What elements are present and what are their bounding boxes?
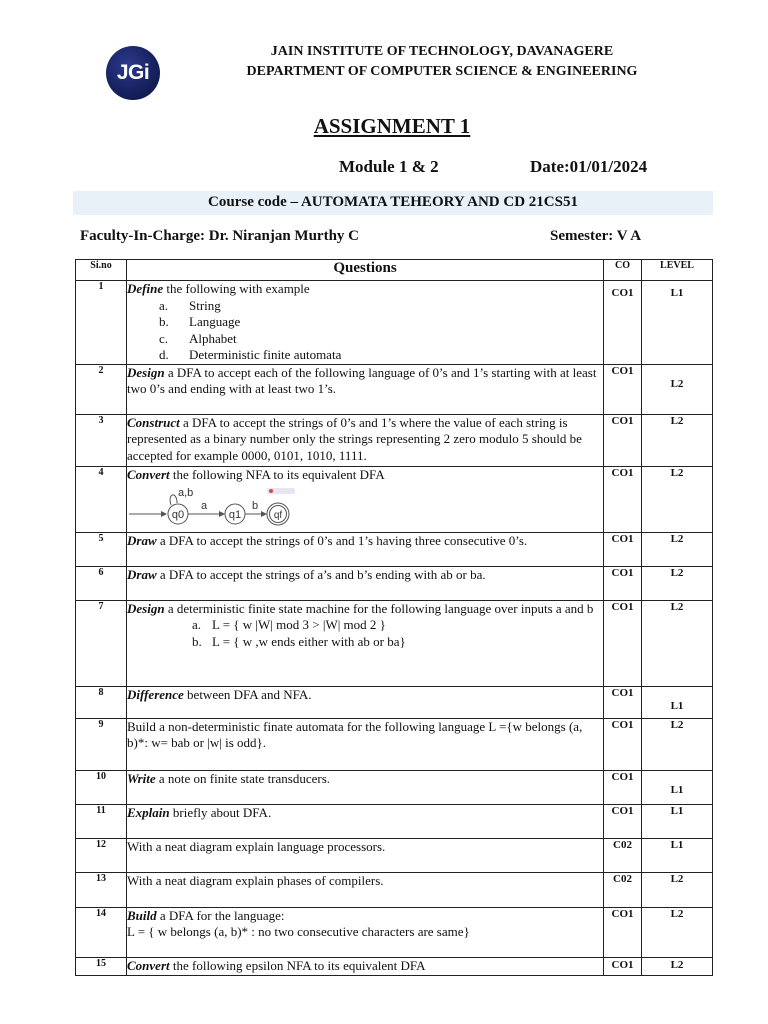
question-number: 15 xyxy=(76,957,127,975)
co-cell: CO1 xyxy=(604,907,642,957)
table-row xyxy=(76,466,713,532)
question-verb: Draw xyxy=(127,566,157,582)
question-body: the following epsilon NFA to its equivalent DFA xyxy=(169,957,426,973)
question-body: the following with example xyxy=(163,281,310,296)
question-text xyxy=(127,907,604,957)
question-text xyxy=(127,770,604,804)
loop-label: a,b xyxy=(178,487,194,499)
item-text: Alphabet xyxy=(189,330,237,346)
level-cell: L1 xyxy=(642,838,713,872)
question-text xyxy=(127,281,604,365)
co-cell: CO1 xyxy=(604,718,642,770)
question-text xyxy=(127,686,604,718)
level-cell: L2 xyxy=(642,532,713,566)
question-body: a DFA for the language: xyxy=(156,907,285,923)
list-item xyxy=(159,330,603,348)
question-text xyxy=(127,600,604,686)
question-verb: Draw xyxy=(127,532,157,548)
item-marker: d. xyxy=(159,347,169,362)
question-text xyxy=(127,414,604,466)
date-label: Date:01/01/2024 xyxy=(530,157,648,176)
watermark-icon xyxy=(269,489,273,493)
item-marker: a. xyxy=(192,617,202,632)
questions-table xyxy=(75,259,713,976)
level-cell: L1 xyxy=(642,281,713,365)
co-cell: CO1 xyxy=(604,364,642,414)
question-body: a DFA to accept the strings of 0’s and 1’s having three consecutive 0’s. xyxy=(156,532,528,548)
question-body: between DFA and NFA. xyxy=(183,686,312,702)
level-cell: L2 xyxy=(642,364,713,414)
institute-name: JAIN INSTITUTE OF TECHNOLOGY, DAVANAGERE xyxy=(270,44,614,59)
question-verb: Write xyxy=(127,770,156,786)
item-text: L = { w |W| mod 3 > |W| mod 2 } xyxy=(212,617,386,632)
question-number: 10 xyxy=(76,770,127,804)
college-logo xyxy=(106,46,160,100)
item-text: L = { w ,w ends either with ab or ba} xyxy=(212,633,406,649)
question-text xyxy=(127,838,604,872)
table-row xyxy=(76,957,713,975)
level-cell: L2 xyxy=(642,957,713,975)
co-cell: CO1 xyxy=(604,804,642,838)
list-item xyxy=(159,297,603,315)
level-cell: L2 xyxy=(642,872,713,907)
question-number: 9 xyxy=(76,718,127,770)
question-text xyxy=(127,718,604,770)
header-questions: Questions xyxy=(127,260,604,281)
co-cell: C02 xyxy=(604,838,642,872)
question-number: 13 xyxy=(76,872,127,907)
semester-label: Semester: V A xyxy=(550,228,642,244)
table-header-row xyxy=(76,260,713,281)
level-cell: L1 xyxy=(642,686,713,718)
list-item xyxy=(159,314,603,331)
list-item xyxy=(159,347,603,364)
level-cell: L2 xyxy=(642,566,713,600)
level-cell: L2 xyxy=(642,907,713,957)
co-cell: CO1 xyxy=(604,466,642,532)
table-row xyxy=(76,872,713,907)
question-body-line2: L = { w belongs (a, b)* : no two consecutive characters are same} xyxy=(127,924,470,939)
item-text: Language xyxy=(189,314,241,329)
header-level: LEVEL xyxy=(642,260,713,281)
question-number: 8 xyxy=(76,686,127,718)
question-verb: Construct xyxy=(127,414,180,430)
co-cell: CO1 xyxy=(604,600,642,686)
question-number: 2 xyxy=(76,364,127,414)
question-text xyxy=(127,872,604,907)
table-row xyxy=(76,600,713,686)
question-number: 11 xyxy=(76,804,127,838)
table-row xyxy=(76,566,713,600)
nfa-diagram xyxy=(127,485,307,529)
question-body: briefly about DFA. xyxy=(169,804,272,820)
question-text xyxy=(127,466,604,532)
question-verb: Design xyxy=(127,600,165,616)
question-body: the following NFA to its equivalent DFA xyxy=(169,466,385,482)
table-row xyxy=(76,718,713,770)
edge-q0-q1-label: a xyxy=(201,500,208,512)
table-row xyxy=(76,414,713,466)
question-body: With a neat diagram explain phases of compilers. xyxy=(127,872,384,888)
list-item xyxy=(192,617,603,634)
table-row xyxy=(76,804,713,838)
co-cell: CO1 xyxy=(604,957,642,975)
logo-text: JGi xyxy=(116,61,150,84)
assignment-title: ASSIGNMENT 1 xyxy=(313,114,471,138)
question-body: a deterministic finite state machine for the following language over inputs a and b xyxy=(164,600,594,616)
question-text xyxy=(127,804,604,838)
table-row xyxy=(76,532,713,566)
question-text xyxy=(127,364,604,414)
level-cell: L1 xyxy=(642,770,713,804)
level-cell: L2 xyxy=(642,414,713,466)
question-verb: Build xyxy=(127,907,157,923)
level-cell: L2 xyxy=(642,718,713,770)
question-verb: Convert xyxy=(127,957,170,973)
table-row xyxy=(76,770,713,804)
department-name: DEPARTMENT OF COMPUTER SCIENCE & ENGINEERING xyxy=(246,64,638,79)
edge-q1-qf-arrowhead xyxy=(261,511,267,517)
course-code-banner: Course code – AUTOMATA TEHEORY AND CD 21CS51 xyxy=(73,191,713,215)
question-text xyxy=(127,566,604,600)
item-text: Deterministic finite automata xyxy=(189,347,342,362)
faculty-in-charge: Faculty-In-Charge: Dr. Niranjan Murthy C xyxy=(80,228,360,244)
header-co: CO xyxy=(604,260,642,281)
table-row xyxy=(76,281,713,365)
co-cell: CO1 xyxy=(604,414,642,466)
question-verb: Convert xyxy=(127,466,170,482)
question-body: a DFA to accept the strings of 0’s and 1’s where the value of each string is represented as a binary number only the strings representing 2 zero modulo 5 should be accepted for example 0000, 0101, 1010, 1111. xyxy=(127,414,582,463)
question-body: a note on finite state transducers. xyxy=(155,770,331,786)
co-cell: CO1 xyxy=(604,566,642,600)
question-body: a DFA to accept each of the following language of 0’s and 1’s starting with at least two 0’s and ending with at least two 1’s. xyxy=(127,364,597,396)
item-marker: a. xyxy=(159,297,169,313)
question-number: 7 xyxy=(76,600,127,686)
list-item xyxy=(192,633,603,651)
sub-item-list xyxy=(127,617,603,650)
level-cell: L2 xyxy=(642,466,713,532)
header-sino: Si.no xyxy=(76,260,127,281)
sub-item-list xyxy=(127,298,603,364)
question-number: 4 xyxy=(76,466,127,532)
question-number: 12 xyxy=(76,838,127,872)
question-number: 1 xyxy=(76,281,127,365)
item-marker: b. xyxy=(159,314,169,329)
question-number: 3 xyxy=(76,414,127,466)
question-number: 14 xyxy=(76,907,127,957)
question-body: a DFA to accept the strings of a’s and b’s ending with ab or ba. xyxy=(156,566,486,582)
question-text xyxy=(127,957,604,975)
question-verb: Define xyxy=(127,281,164,296)
question-verb: Difference xyxy=(127,686,184,702)
co-cell: CO1 xyxy=(604,770,642,804)
item-marker: c. xyxy=(159,330,169,346)
question-text xyxy=(127,532,604,566)
item-marker: b. xyxy=(192,633,202,649)
co-cell: CO1 xyxy=(604,686,642,718)
table-row xyxy=(76,686,713,718)
co-cell: CO1 xyxy=(604,532,642,566)
edge-q0-q1-arrowhead xyxy=(219,511,225,517)
co-cell: CO1 xyxy=(604,281,642,365)
co-cell: C02 xyxy=(604,872,642,907)
item-text: String xyxy=(189,297,221,313)
question-number: 6 xyxy=(76,566,127,600)
question-verb: Explain xyxy=(127,804,170,820)
level-cell: L1 xyxy=(642,804,713,838)
level-cell: L2 xyxy=(642,600,713,686)
state-q0-label: q0 xyxy=(171,509,185,521)
table-row xyxy=(76,907,713,957)
module-label: Module 1 & 2 xyxy=(339,157,439,176)
start-arrowhead xyxy=(161,511,167,517)
self-loop xyxy=(170,495,177,505)
edge-q1-qf-label: b xyxy=(252,500,259,512)
question-body: With a neat diagram explain language processors. xyxy=(127,838,386,854)
question-body: Build a non-deterministic finate automata for the following language L ={w belongs (a, b)*: w= bab or |w| is odd}. xyxy=(127,718,583,750)
table-row xyxy=(76,838,713,872)
table-row xyxy=(76,364,713,414)
question-verb: Design xyxy=(127,364,165,380)
state-qf-label: qf xyxy=(273,510,283,521)
question-number: 5 xyxy=(76,532,127,566)
state-q1-label: q1 xyxy=(228,509,242,521)
